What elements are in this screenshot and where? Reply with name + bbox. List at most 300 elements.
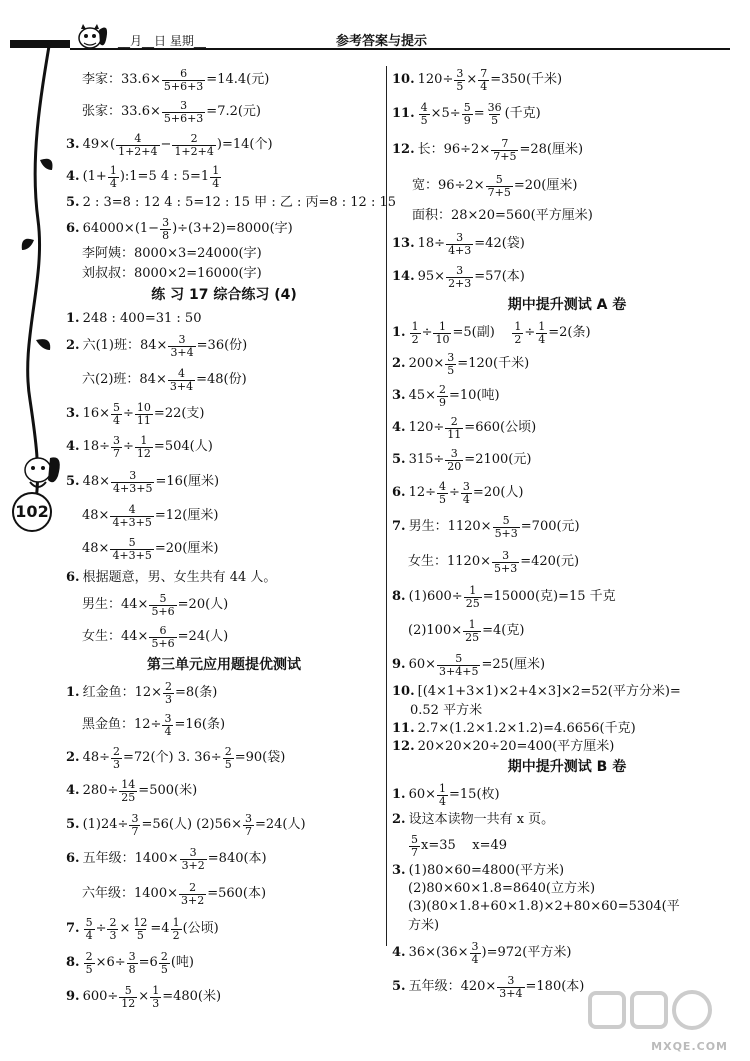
answer-line xyxy=(66,214,382,244)
answer-text: 方米) xyxy=(408,917,440,933)
fraction xyxy=(160,217,171,241)
fraction xyxy=(84,917,95,941)
result: )=14(个) xyxy=(216,136,273,152)
answer-line xyxy=(392,510,742,544)
question-number: 8. xyxy=(392,588,406,604)
denominator: 5 xyxy=(447,363,455,377)
denominator: 5 xyxy=(420,113,428,127)
answer-line xyxy=(66,678,382,708)
denominator: 3+4 xyxy=(499,986,523,1000)
result: =90(袋) xyxy=(234,749,286,765)
operator: ÷ xyxy=(95,920,107,936)
numerator: 5 xyxy=(159,591,167,605)
answer-line xyxy=(392,682,742,702)
expr: 48× xyxy=(82,540,110,556)
result: =500(米) xyxy=(138,782,198,798)
question-number: 3. xyxy=(66,136,80,152)
fraction xyxy=(437,481,448,505)
result: =20(厘米) xyxy=(154,540,219,556)
expr: =72(个) 3. 36÷ xyxy=(123,749,222,765)
result: =2(条) xyxy=(548,324,591,340)
operator: × xyxy=(466,71,478,87)
numerator: 5 xyxy=(85,915,93,929)
denominator: 5+6+3 xyxy=(163,79,204,93)
fraction xyxy=(536,321,547,345)
operator: ÷ xyxy=(123,405,134,421)
question-number: 1. xyxy=(392,324,406,340)
fraction xyxy=(168,368,195,392)
operator: ÷ xyxy=(421,324,433,340)
numerator: 2 xyxy=(160,949,168,963)
denominator: 2 xyxy=(514,332,522,346)
denominator: 3 xyxy=(113,757,121,771)
answer-line xyxy=(66,808,382,842)
denominator: 5 xyxy=(224,757,232,771)
question-number: 4. xyxy=(66,782,80,798)
fraction xyxy=(433,321,451,345)
expr: 48× xyxy=(82,473,111,489)
fraction xyxy=(162,68,205,92)
expr: 280÷ xyxy=(82,782,119,798)
numerator: 36 xyxy=(487,100,502,114)
expr: 18÷ xyxy=(417,235,446,251)
answer-line xyxy=(66,912,382,946)
answer-line xyxy=(392,204,742,228)
numerator: 3 xyxy=(462,479,470,493)
fraction xyxy=(462,102,473,126)
question-number: 3. xyxy=(66,405,80,421)
answer-line xyxy=(66,96,382,128)
fraction xyxy=(491,138,518,162)
answer-line xyxy=(392,936,742,970)
fraction xyxy=(497,975,524,999)
numerator: 3 xyxy=(456,230,464,244)
operator: ÷ xyxy=(449,484,460,500)
numerator: 14 xyxy=(121,777,136,791)
numerator: 1 xyxy=(538,319,546,333)
fraction xyxy=(470,941,481,965)
fraction xyxy=(486,174,513,198)
expr: (1)24÷ xyxy=(82,816,129,832)
answer-line xyxy=(66,532,382,566)
fraction xyxy=(119,985,137,1009)
denominator: 2 xyxy=(172,928,180,942)
numerator: 3 xyxy=(189,845,197,859)
denominator: 11 xyxy=(136,413,151,427)
question-number: 6. xyxy=(66,850,80,866)
numerator: 3 xyxy=(450,446,458,460)
numerator: 1 xyxy=(109,163,117,177)
numerator: 3 xyxy=(456,263,464,277)
answer-line xyxy=(392,260,742,294)
fraction xyxy=(243,813,254,837)
fraction xyxy=(210,165,221,189)
result: =8(条) xyxy=(175,684,218,700)
expr: 长：96÷2× xyxy=(417,141,491,157)
answer-text: 刘叔叔：8000×2=16000(字) xyxy=(82,265,262,281)
fraction xyxy=(446,232,473,256)
answer-line xyxy=(392,898,742,916)
answer-line xyxy=(392,348,742,380)
fraction xyxy=(163,681,174,705)
result: =57(本) xyxy=(474,268,525,284)
expr: 95× xyxy=(417,268,446,284)
answer-line xyxy=(392,738,742,756)
expr: =5(副) xyxy=(452,324,512,340)
left-column xyxy=(66,64,397,1014)
denominator: 3 xyxy=(109,928,117,942)
expr: =6 xyxy=(138,954,158,970)
answer-line xyxy=(66,876,382,912)
numerator: 2 xyxy=(190,131,198,145)
numerator: 3 xyxy=(447,350,455,364)
expr: 16× xyxy=(82,405,111,421)
numerator: 2 xyxy=(224,744,232,758)
section-title: 期中提升测试 B 卷 xyxy=(507,759,627,776)
expr: 六(1)班：84× xyxy=(82,337,168,353)
numerator: 2 xyxy=(189,880,197,894)
question-number: 3. xyxy=(392,387,406,403)
fraction xyxy=(162,100,205,124)
answer-line xyxy=(392,648,742,682)
squirrel-figure-icon xyxy=(10,448,64,496)
fraction xyxy=(131,917,149,941)
numerator: 5 xyxy=(463,100,471,114)
fraction xyxy=(223,746,234,770)
answer-text: 20×20×20÷20=400(平方厘米) xyxy=(417,738,615,754)
result: )=972(平方米) xyxy=(481,944,572,960)
numerator: 10 xyxy=(136,400,151,414)
expr: 黑金鱼：12÷ xyxy=(82,716,162,732)
answer-line xyxy=(66,362,382,398)
denominator: 3 xyxy=(152,996,160,1010)
denominator: 9 xyxy=(439,395,447,409)
expr: 12÷ xyxy=(408,484,437,500)
section-title: 练 习 17 综合练习 (4) xyxy=(151,287,297,304)
answer-line xyxy=(66,264,382,284)
answer-text: 248 : 400=31 : 50 xyxy=(82,310,202,326)
expr: 60× xyxy=(408,786,437,802)
numerator: 4 xyxy=(128,502,136,516)
denominator: 3+2 xyxy=(181,858,205,872)
question-number: 5. xyxy=(66,194,80,210)
numerator: 4 xyxy=(177,366,185,380)
expr: 男生：1120× xyxy=(408,518,492,534)
fraction xyxy=(162,713,173,737)
result: =20(人) xyxy=(177,596,229,612)
answer-line xyxy=(392,580,742,614)
expr: 五年级：420× xyxy=(408,978,497,994)
fraction xyxy=(445,352,456,376)
page-title: 参考答案与提示 xyxy=(336,34,428,49)
question-number: 2. xyxy=(66,749,80,765)
denominator: 5+3 xyxy=(494,526,518,540)
denominator: 12 xyxy=(121,996,136,1010)
denominator: 4 xyxy=(109,176,117,190)
numerator: 1 xyxy=(439,781,447,795)
watermark-text: MXQE.COM xyxy=(651,1040,728,1053)
result: =15000(克)=15 千克 xyxy=(482,588,616,604)
expr: 60× xyxy=(408,656,437,672)
denominator: 4 xyxy=(164,724,172,738)
result: =660(公顷) xyxy=(464,419,537,435)
answer-line xyxy=(66,308,382,330)
denominator: 5 xyxy=(456,79,464,93)
result: =15(枚) xyxy=(449,786,500,802)
expr: 女生：44× xyxy=(82,628,149,644)
question-number: 13. xyxy=(392,235,415,251)
answer-text: 0.52 平方米 xyxy=(410,702,483,718)
answer-line xyxy=(392,444,742,476)
fraction xyxy=(446,265,473,289)
answer-line xyxy=(392,132,742,168)
expr: 48× xyxy=(82,507,110,523)
numerator: 3 xyxy=(507,973,515,987)
fraction xyxy=(409,834,420,858)
fraction xyxy=(127,951,138,975)
denominator: 5+6 xyxy=(151,636,175,650)
expr: 45× xyxy=(408,387,437,403)
denominator: 5 xyxy=(160,962,168,976)
denominator: 3+2 xyxy=(180,893,205,907)
fraction xyxy=(116,133,159,157)
numerator: 1 xyxy=(140,433,148,447)
fraction xyxy=(437,384,448,408)
fraction xyxy=(135,435,153,459)
numerator: 1 xyxy=(172,915,180,929)
denominator: 5 xyxy=(439,492,447,506)
answer-line xyxy=(392,96,742,132)
question-number: 4. xyxy=(66,438,80,454)
question-number: 1. xyxy=(392,786,406,802)
answer-line xyxy=(66,980,382,1014)
fraction xyxy=(110,504,153,528)
denominator: 9 xyxy=(463,113,471,127)
answer-line xyxy=(392,476,742,510)
numerator: 1 xyxy=(469,583,477,597)
numerator: 7 xyxy=(480,66,488,80)
fraction xyxy=(445,448,463,472)
result: =10(吨) xyxy=(449,387,500,403)
answer-line xyxy=(392,810,742,830)
result: =7.2(元) xyxy=(206,103,262,119)
expr: 120÷ xyxy=(417,71,454,87)
answer-line xyxy=(392,830,742,862)
question-number: 5. xyxy=(392,451,406,467)
question-number: 9. xyxy=(66,988,80,1004)
fraction xyxy=(493,515,520,539)
question-number: 6. xyxy=(66,220,80,236)
numerator: 4 xyxy=(134,131,142,145)
denominator: 1+2+4 xyxy=(174,144,214,158)
answer-line xyxy=(392,228,742,260)
expr: (1)600÷ xyxy=(408,588,463,604)
numerator: 3 xyxy=(471,939,479,953)
denominator: 7 xyxy=(411,845,418,859)
answer-line xyxy=(392,862,742,880)
numerator: 3 xyxy=(245,811,252,825)
question-number: 11. xyxy=(392,720,415,736)
numerator: 3 xyxy=(128,949,136,963)
fraction xyxy=(492,550,519,574)
denominator: 12 xyxy=(136,446,151,460)
numerator: 5 xyxy=(502,513,510,527)
operator: ×6÷ xyxy=(95,954,126,970)
fraction xyxy=(84,951,95,975)
denominator: 20 xyxy=(447,459,462,473)
fraction xyxy=(478,68,489,92)
answer-line xyxy=(66,774,382,808)
answer-line xyxy=(66,708,382,742)
numerator: 2 xyxy=(113,744,121,758)
result: =25(厘米) xyxy=(481,656,546,672)
denominator: 3+4 xyxy=(170,345,194,359)
numerator: 1 xyxy=(411,319,419,333)
answer-line xyxy=(392,880,742,898)
expr: 六年级：1400× xyxy=(82,885,178,901)
denominator: 4+3+5 xyxy=(113,481,153,495)
denominator: 2+3 xyxy=(448,276,472,290)
expr: (2)100× xyxy=(408,622,463,638)
expr: 宽：96÷2× xyxy=(412,177,485,193)
numerator: 2 xyxy=(439,382,447,396)
numerator: 4 xyxy=(439,479,447,493)
answer-line xyxy=(392,318,742,348)
answer-line xyxy=(392,544,742,580)
result: =14.4(元) xyxy=(206,71,270,87)
answer-text: [(4×1+3×1)×2+4×3]×2=52(平方分米)= xyxy=(417,683,681,699)
result: =48(份) xyxy=(196,371,247,387)
numerator: 3 xyxy=(113,433,121,447)
answer-text: (2)80×60×1.8=8640(立方米) xyxy=(408,880,596,896)
answer-text: 李阿姨：8000×3=24000(字) xyxy=(82,245,262,261)
denominator: 5 xyxy=(136,928,144,942)
denominator: 4 xyxy=(212,176,220,190)
denominator: 4 xyxy=(538,332,546,346)
answer-line xyxy=(392,702,742,720)
expr: 五年级：1400× xyxy=(82,850,179,866)
numerator: 1 xyxy=(212,163,220,177)
numerator: 1 xyxy=(468,617,476,631)
question-number: 1. xyxy=(66,310,80,326)
expr: 120÷ xyxy=(408,419,445,435)
expr: 女生：1120× xyxy=(408,553,491,569)
right-column xyxy=(392,64,742,1004)
fraction xyxy=(111,746,122,770)
answer-text: 面积：28×20=560(平方厘米) xyxy=(412,207,593,223)
expr: 男生：44× xyxy=(82,596,149,612)
answer-text: 设这本读物一共有 x 页。 xyxy=(408,811,555,827)
question-number: 14. xyxy=(392,268,415,284)
answer-line xyxy=(66,842,382,876)
expr: =56(人) (2)56× xyxy=(141,816,242,832)
question-number: 10. xyxy=(392,71,415,87)
fraction xyxy=(108,165,119,189)
question-number: 5. xyxy=(66,816,80,832)
answer-line xyxy=(392,380,742,412)
answer-line xyxy=(66,500,382,532)
answer-line xyxy=(392,916,742,936)
denominator: 4 xyxy=(85,928,93,942)
result: =840(本) xyxy=(207,850,267,866)
question-number: 6. xyxy=(392,484,406,500)
answer-line xyxy=(66,430,382,464)
answer-text: 2.7×(1.2×1.2×1.2)=4.6656(千克) xyxy=(417,720,636,736)
answer-line xyxy=(66,620,382,654)
section-title: 第三单元应用题提优测试 xyxy=(147,657,301,674)
result: =180(本) xyxy=(525,978,585,994)
question-number: 7. xyxy=(392,518,406,534)
numerator: 5 xyxy=(455,651,463,665)
denominator: 5 xyxy=(491,113,499,127)
result: =24(人) xyxy=(177,628,229,644)
denominator: 8 xyxy=(162,228,170,242)
fraction xyxy=(119,779,137,803)
numerator: 3 xyxy=(180,98,188,112)
question-number: 5. xyxy=(392,978,406,994)
operator: ×5÷ xyxy=(430,105,461,121)
denominator: 7 xyxy=(113,446,121,460)
expr: (1+ xyxy=(82,168,107,184)
fraction xyxy=(168,334,195,358)
expr: 36×(36× xyxy=(408,944,469,960)
expr: 200× xyxy=(408,355,445,371)
denominator: 7+5 xyxy=(493,149,517,163)
numerator: 1 xyxy=(438,319,446,333)
answer-text: 2 : 3=8 : 12 4 : 5=12 : 15 甲 : 乙 : 丙=8 : 12 : 15 xyxy=(82,194,397,210)
question-number: 3. xyxy=(392,862,406,878)
fraction xyxy=(463,619,481,643)
numerator: 7 xyxy=(501,136,509,150)
answer-text: (3)(80×1.8+60×1.8)×2+80×60=5304(平 xyxy=(408,898,680,914)
result: =420(元) xyxy=(520,553,580,569)
answer-line xyxy=(392,168,742,204)
denominator: 25 xyxy=(465,596,480,610)
numerator: 2 xyxy=(109,915,117,929)
denominator: 5+6 xyxy=(151,604,175,618)
denominator: 11 xyxy=(447,427,462,441)
result: =22(支) xyxy=(153,405,205,421)
fraction xyxy=(179,882,206,906)
expr: =4 xyxy=(150,920,170,936)
denominator: 4 xyxy=(113,413,121,427)
question-number: 5. xyxy=(66,473,80,489)
label: 张家： xyxy=(82,103,122,119)
label: 李家： xyxy=(82,71,122,87)
answer-line xyxy=(66,192,397,214)
expr: 315÷ xyxy=(408,451,445,467)
fraction xyxy=(129,813,140,837)
expr: 六(2)班：84× xyxy=(82,371,167,387)
fraction xyxy=(461,481,472,505)
numerator: 3 xyxy=(129,468,137,482)
numerator: 2 xyxy=(85,949,93,963)
answer-line xyxy=(66,742,382,774)
answer-line xyxy=(66,330,382,362)
answer-line xyxy=(66,398,382,430)
answer-line xyxy=(392,412,742,444)
numerator: 5 xyxy=(411,832,418,846)
numerator: 3 xyxy=(502,548,510,562)
fraction xyxy=(111,435,122,459)
fraction xyxy=(149,593,176,617)
result: =2100(元) xyxy=(464,451,532,467)
question-number: 9. xyxy=(392,656,406,672)
numerator: 1 xyxy=(152,983,160,997)
question-number: 8. xyxy=(66,954,80,970)
denominator: 7 xyxy=(245,824,252,838)
numerator: 5 xyxy=(495,172,503,186)
